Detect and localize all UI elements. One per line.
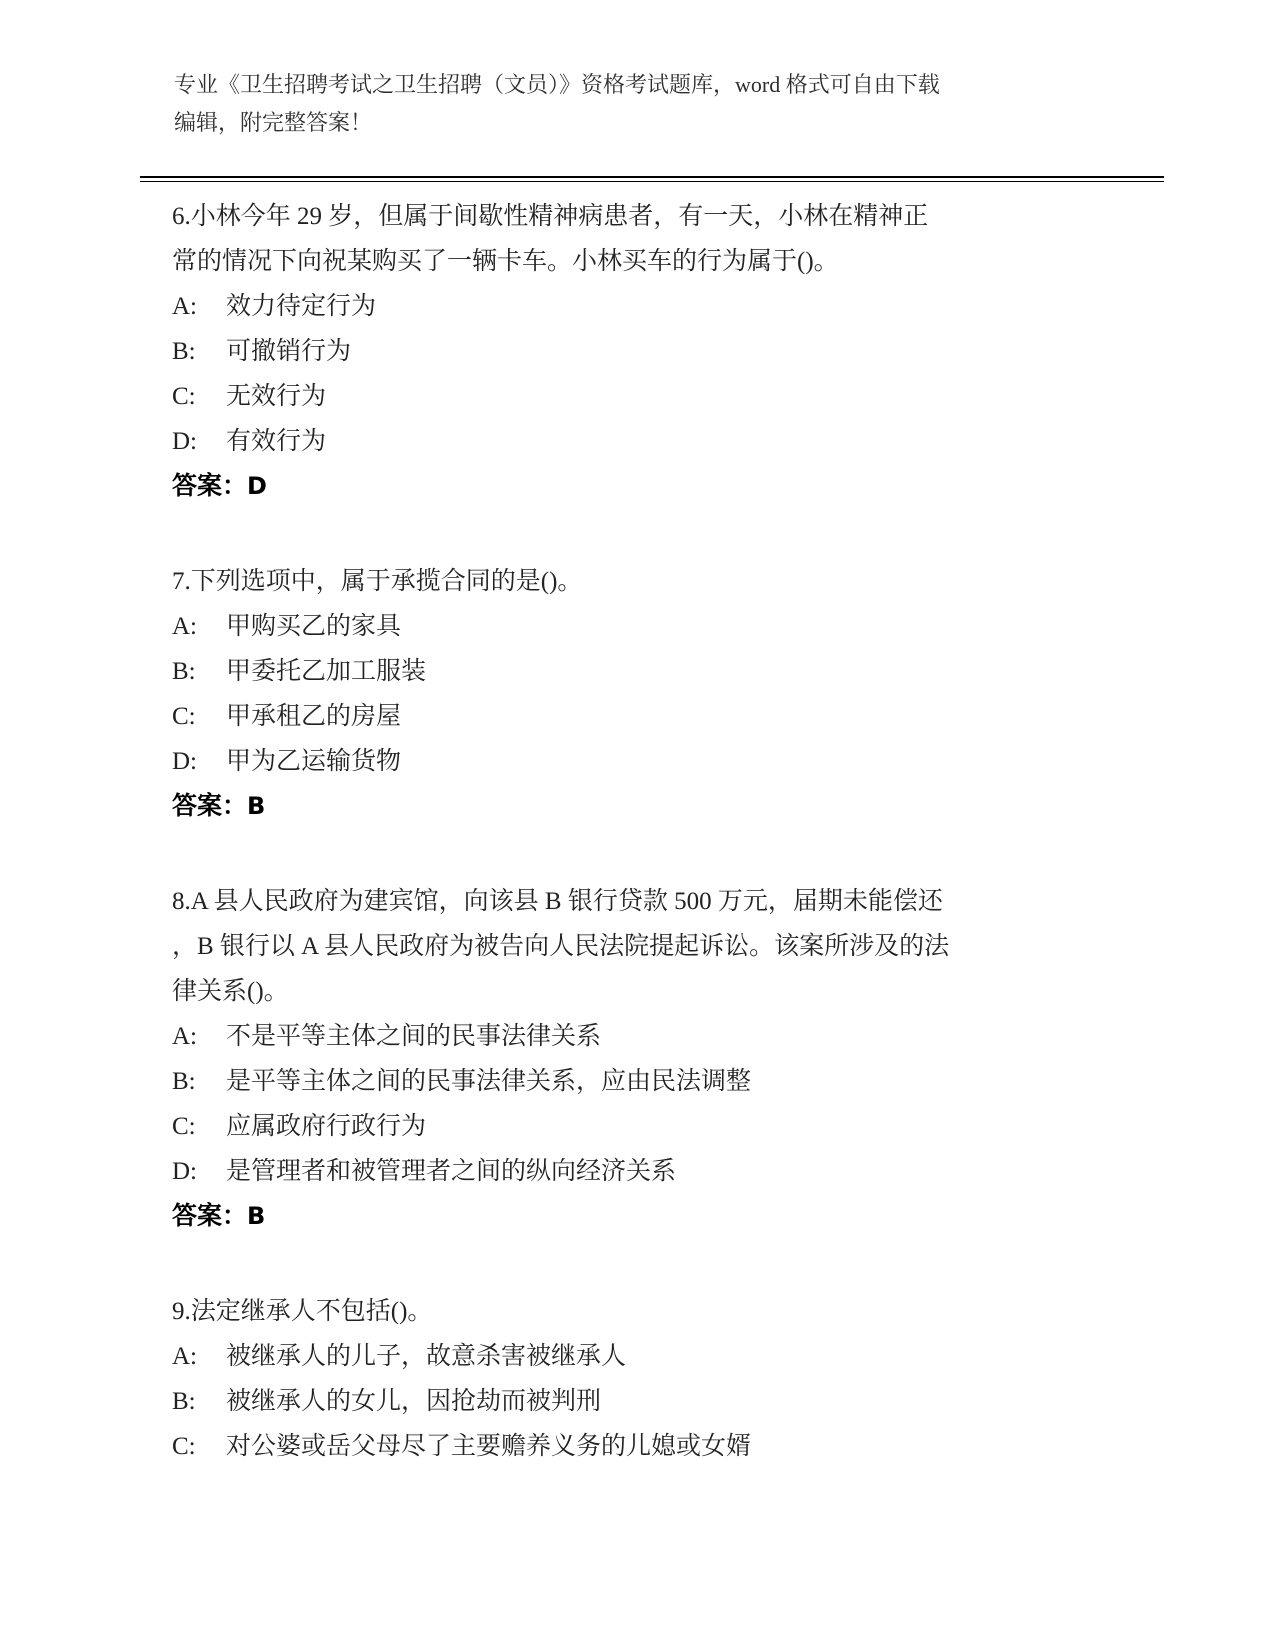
option-text: 甲委托乙加工服装 (226, 658, 427, 685)
question-6 (172, 194, 1082, 509)
option-row-c (172, 374, 1082, 419)
stem-line: 7.下列选项中，属于承揽合同的是()。 (172, 568, 583, 595)
header-text-line-2: 编辑，附完整答案！ (174, 110, 373, 135)
question-9 (172, 1289, 1082, 1469)
option-row-b (172, 1059, 1082, 1104)
answer-line (172, 464, 1082, 509)
stem-line: 9.法定继承人不包括()。 (172, 1298, 433, 1325)
option-label: D: (172, 428, 197, 455)
option-label: B: (172, 1068, 196, 1095)
stem-line: 8.A 县人民政府为建宾馆，向该县 B 银行贷款 500 万元，届期未能偿还 (172, 888, 943, 915)
option-text: 应属政府行政行为 (226, 1113, 427, 1140)
option-row-c (172, 694, 1082, 739)
option-label: B: (172, 658, 196, 685)
question-8 (172, 879, 1082, 1239)
option-text: 被继承人的儿子，故意杀害被继承人 (226, 1343, 627, 1370)
option-text: 甲承租乙的房屋 (226, 703, 402, 730)
question-7 (172, 559, 1082, 829)
option-label: C: (172, 703, 196, 730)
option-label: C: (172, 1113, 196, 1140)
option-text: 被继承人的女儿，因抢劫而被判刑 (226, 1388, 602, 1415)
answer-label: 答案： (172, 473, 248, 500)
option-text: 甲为乙运输货物 (226, 748, 402, 775)
option-text: 甲购买乙的家具 (226, 613, 402, 640)
stem-line: 律关系()。 (172, 978, 289, 1005)
option-text: 有效行为 (226, 428, 327, 455)
option-row-c (172, 1424, 1082, 1469)
option-row-a (172, 604, 1082, 649)
option-label: C: (172, 383, 196, 410)
option-row-a (172, 1334, 1082, 1379)
answer-value: B (247, 792, 266, 820)
option-text: 是管理者和被管理者之间的纵向经济关系 (226, 1158, 677, 1185)
option-label: C: (172, 1433, 196, 1460)
option-row-d (172, 1149, 1082, 1194)
option-row-b (172, 649, 1082, 694)
option-row-d (172, 419, 1082, 464)
stem-line: 常的情况下向祝某购买了一辆卡车。小林买车的行为属于()。 (172, 248, 839, 275)
option-text: 是平等主体之间的民事法律关系，应由民法调整 (226, 1068, 752, 1095)
option-label: D: (172, 748, 197, 775)
answer-label: 答案： (172, 1203, 248, 1230)
header-divider-rule (140, 176, 1164, 182)
page-header (174, 66, 1124, 142)
option-text: 效力待定行为 (226, 293, 377, 320)
option-text: 可撤销行为 (226, 338, 352, 365)
option-label: A: (172, 1023, 197, 1050)
answer-value: D (247, 472, 267, 500)
option-row-d (172, 739, 1082, 784)
answer-line (172, 1194, 1082, 1239)
option-label: B: (172, 338, 196, 365)
answer-label: 答案： (172, 793, 248, 820)
option-text: 无效行为 (226, 383, 327, 410)
option-row-b (172, 1379, 1082, 1424)
option-text: 不是平等主体之间的民事法律关系 (226, 1023, 602, 1050)
option-row-c (172, 1104, 1082, 1149)
option-row-a (172, 1014, 1082, 1059)
option-label: D: (172, 1158, 197, 1185)
option-row-b (172, 329, 1082, 374)
answer-value: B (247, 1202, 266, 1230)
header-text-line-1: 专业《卫生招聘考试之卫生招聘（文员）》资格考试题库，word 格式可自由下载 (174, 72, 940, 97)
option-label: A: (172, 1343, 197, 1370)
option-row-a (172, 284, 1082, 329)
answer-line (172, 784, 1082, 829)
questions-area (172, 194, 1082, 1469)
stem-line: ，B 银行以 A 县人民政府为被告向人民法院提起诉讼。该案所涉及的法 (172, 933, 950, 960)
option-label: A: (172, 613, 197, 640)
option-label: B: (172, 1388, 196, 1415)
stem-line: 6.小林今年 29 岁，但属于间歇性精神病患者，有一天，小林在精神正 (172, 203, 929, 230)
option-label: A: (172, 293, 197, 320)
option-text: 对公婆或岳父母尽了主要赡养义务的儿媳或女婿 (226, 1433, 752, 1460)
